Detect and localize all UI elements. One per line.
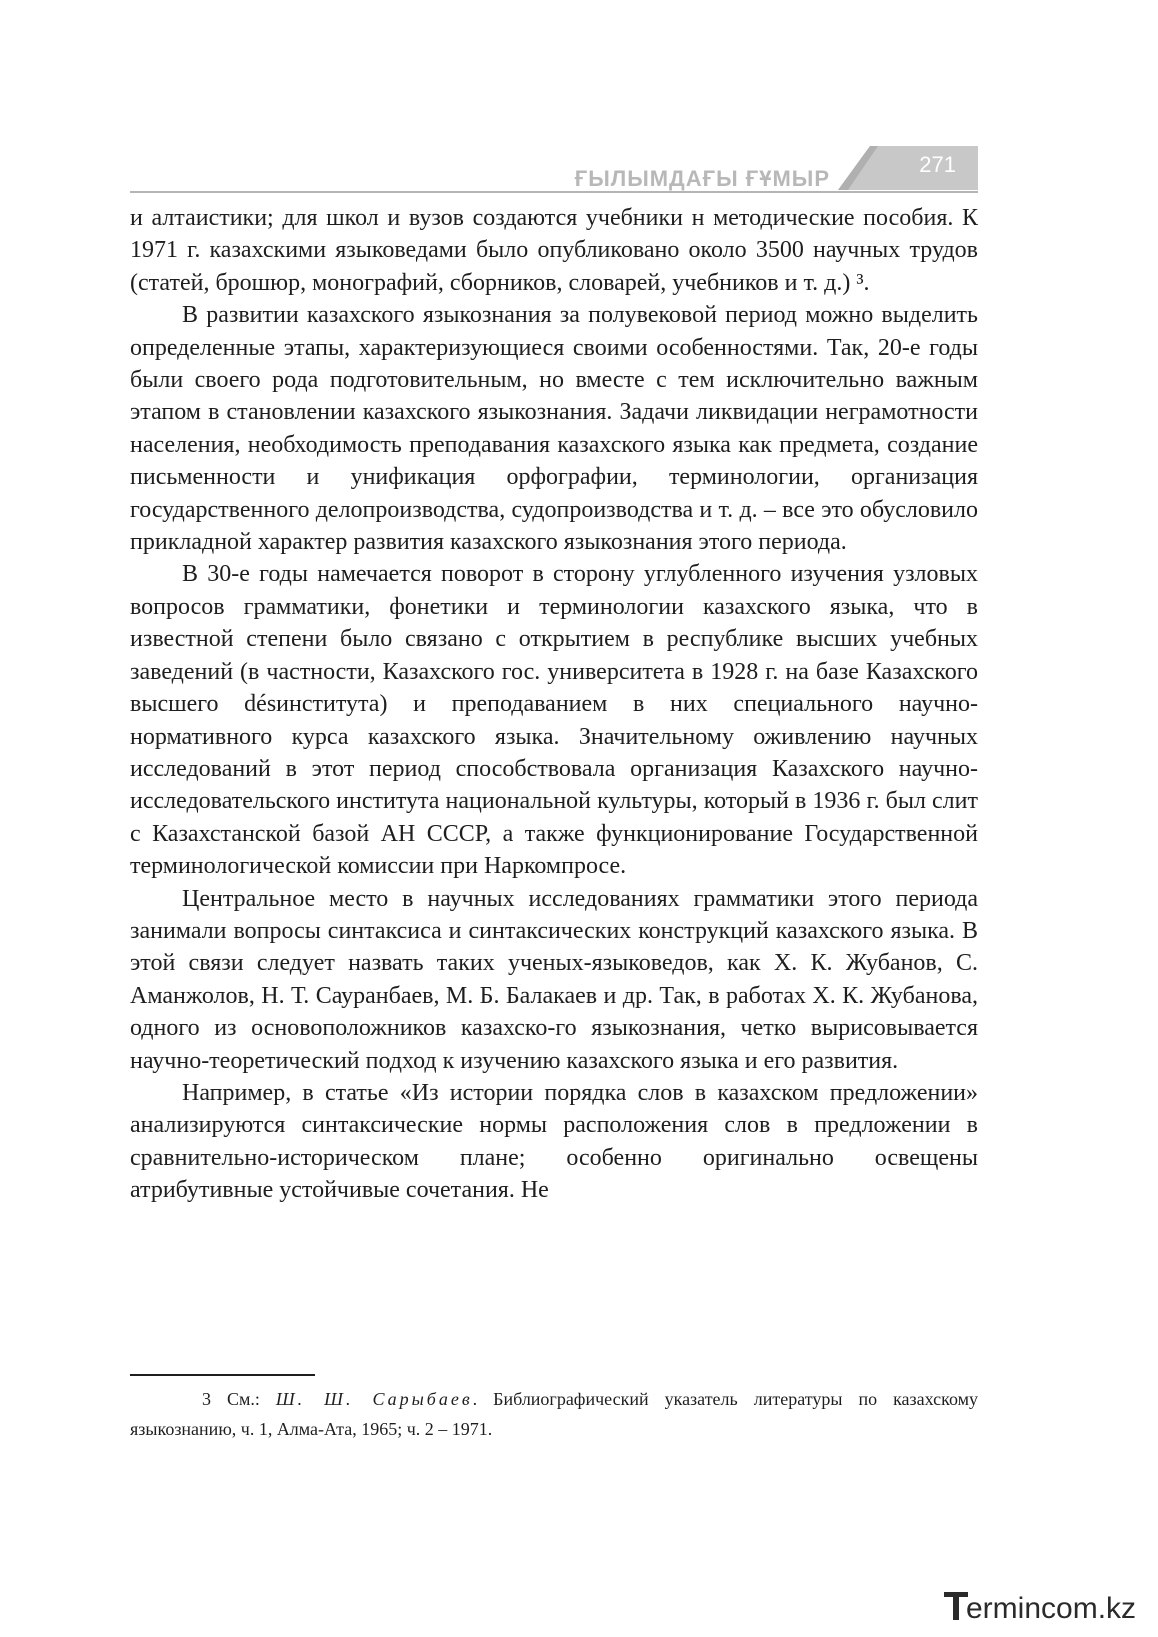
watermark-logo	[944, 1586, 1154, 1626]
running-header	[130, 146, 978, 196]
footnote-rule	[130, 1374, 315, 1376]
running-header-title: ҒЫЛЫМДАҒЫ ҒҰМЫР	[574, 166, 830, 191]
paragraph-4: Центральное место в научных исследованиях грамматики этого периода занимали вопросы синтаксиса и синтаксических конструкций казахского языка. В этой связи следует назвать таких ученых-языковедов, как Х. К. Жубанов, С. Аманжолов, Н. Т. Сауранбаев, М. Б. Балакаев и др. Так, в работах Х. К. Жубанова, одного из основоположников казахско-го языкознания, четко вырисовывается научно-теоретический подход к изучению казахского языка и его развития.	[130, 885, 978, 1074]
paragraph-2: В развитии казахского языкознания за полувековой период можно выделить определенные этапы, характеризующиеся своими особенностями. Так, 20-е годы были своего рода подготовительным, но вместе с тем исключительно важным этапом в становлении казахского языкознания. Задачи ликвидации неграмотности населения, необходимость преподавания казахского языка как предмета, создание письменности и унификация орфографии, терминологии, организация государственного делопроизводства, судопроизводства и т. д. – все это обусловило прикладной характер развития казахского языкознания этого периода.	[130, 302, 978, 556]
footnote-prefix: 3 См.:	[202, 1389, 276, 1409]
footnote-author: Ш. Ш. Сарыбаев	[275, 1389, 473, 1409]
svg-text:ermincom.kz: ermincom.kz	[966, 1592, 1137, 1625]
watermark-logo-graphic	[944, 1586, 1154, 1626]
paragraph-3: В 30-е годы намечается поворот в сторону углубленного изучения узловых вопросов грамматики, фонетики и терминологии казахского языка, что в известной степени было связано с открытием в республике высших учебных заведений (в частности, Казахского гос. университета в 1928 г. на базе Казахского высшего désинститута) и преподаванием в них специального научно-нормативного курса казахского языка. Значительному оживлению научных исследований в этот период способствовала организация Казахского научно-исследовательского института национальной культуры, который в 1936 г. был слит с Казахстанской базой АН СССР, а также функционирование Государственной терминологической комиссии при Наркомпросе.	[130, 561, 978, 880]
page-tab-shape	[838, 146, 978, 190]
paragraph-5: Например, в статье «Из истории порядка слов в казахском предложении» анализируются синтаксические нормы расположения слов в предложении в сравнительно-историческом плане; особенно оригинально освещены атрибутивные устойчивые сочетания. Не	[130, 1079, 978, 1204]
paragraph-1: и алтаистики; для школ и вузов создаются учебники н методические пособия. К 1971 г. казахскими языковедами было опубликовано около 3500 научных трудов (статей, брошюр, монографий, сборников, словарей, учебников и т. д.) ³.	[130, 205, 978, 296]
page-number: 271	[919, 152, 956, 177]
header-rule	[130, 191, 978, 193]
page-number-tab	[838, 146, 978, 190]
footnote	[130, 1384, 978, 1444]
body-text	[130, 202, 978, 1207]
footnote-text: . Библиографический указатель литературы по казахскому языкознанию, ч. 1, Алма-Ата, 1965; ч. 2 – 1971.	[130, 1389, 978, 1439]
